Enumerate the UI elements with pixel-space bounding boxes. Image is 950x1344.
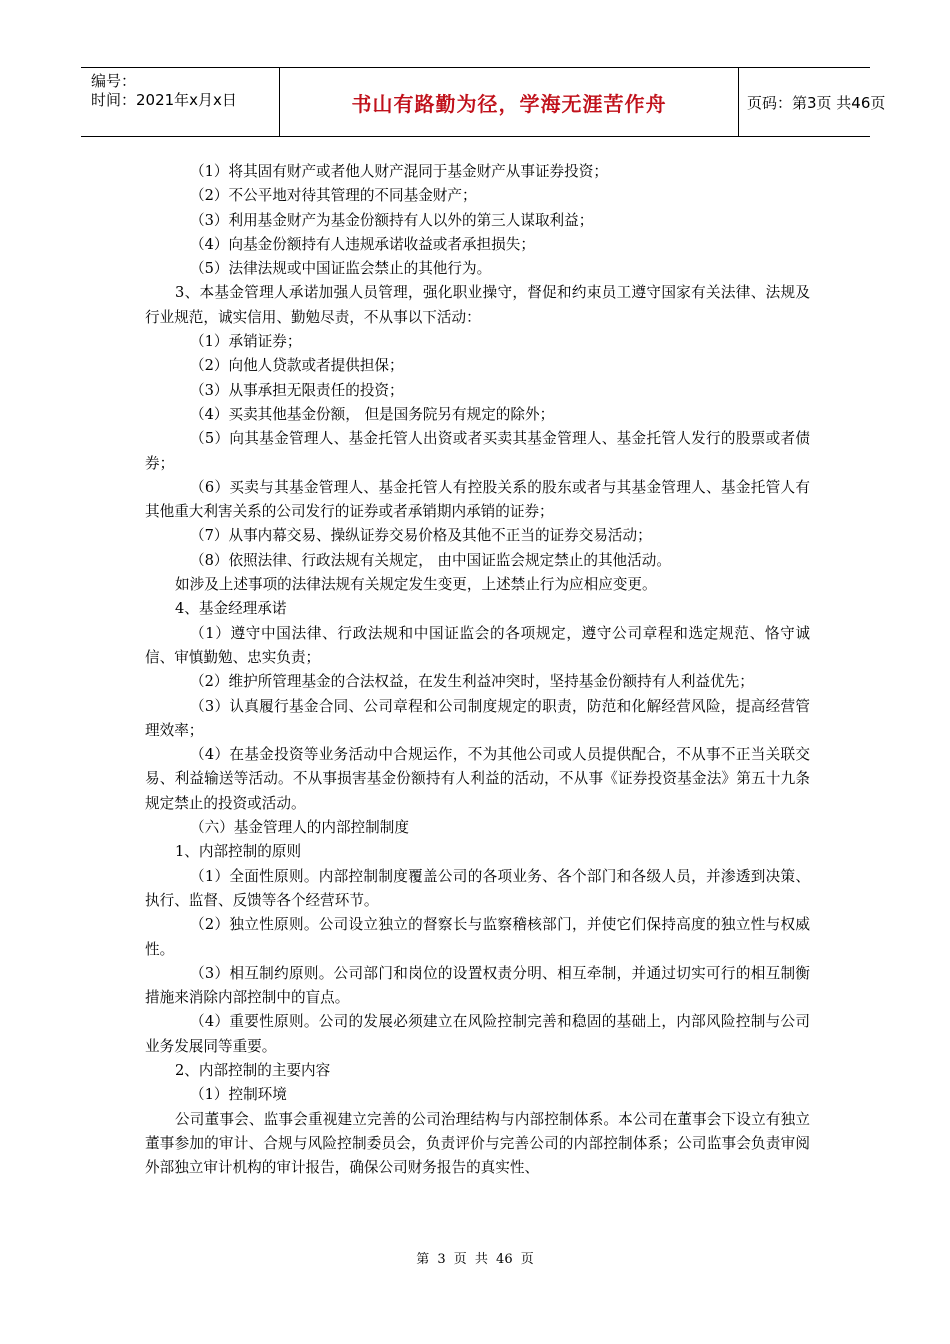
header-page-info: 页码：第3页 共46页 [747, 94, 886, 112]
paragraph: 如涉及上述事项的法律法规有关规定发生变更，上述禁止行为应相应变更。 [175, 576, 657, 594]
header-motto-cell [280, 68, 739, 136]
paragraph: （1）全面性原则。内部控制制度覆盖公司的各项业务、各个部门和各级人员，并渗透到决策、执行、监督、反馈等各个经营环节。 [145, 867, 810, 909]
paragraph: （3）认真履行基金合同、公司章程和公司制度规定的职责，防范和化解经营风险，提高经营管理效率； [145, 697, 810, 739]
document-body [145, 160, 810, 1180]
paragraph: （4）在基金投资等业务活动中合规运作，不为其他公司或人员提供配合，不从事不正当关联交易、利益输送等活动。不从事损害基金份额持有人利益的活动，不从事《证券投资基金法》第五十九条规定禁止的投资或活动。 [145, 746, 810, 812]
paragraph: （2）不公平地对待其管理的不同基金财产； [190, 187, 477, 205]
paragraph: （1）控制环境 [190, 1086, 287, 1104]
paragraph: （7）从事内幕交易、操纵证券交易价格及其他不正当的证券交易活动； [190, 527, 652, 545]
paragraph: （六）基金管理人的内部控制制度 [190, 819, 409, 837]
paragraph: （4）买卖其他基金份额， 但是国务院另有规定的除外； [190, 405, 555, 423]
paragraph: （2）独立性原则。公司设立独立的督察长与监察稽核部门，并使它们保持高度的独立性与权威性。 [145, 916, 810, 958]
header-motto: 书山有路勤为径，学海无涯苦作舟 [351, 92, 667, 116]
paragraph: （1）遵守中国法律、行政法规和中国证监会的各项规定，遵守公司章程和选定规范、恪守诚信、审慎勤勉、忠实负责； [145, 624, 810, 666]
page-footer: 第 3 页 共 46 页 [416, 1252, 534, 1267]
paragraph: （1）将其固有财产或者他人财产混同于基金财产从事证券投资； [190, 163, 608, 180]
paragraph: 4、基金经理承诺 [175, 600, 287, 618]
header-page-cell [739, 68, 886, 136]
paragraph: （5）向其基金管理人、基金托管人出资或者买卖其基金管理人、基金托管人发行的股票或者债券； [145, 430, 810, 472]
document-header [81, 67, 886, 137]
paragraph: 公司董事会、监事会重视建立完善的公司治理结构与内部控制体系。本公司在董事会下设立有独立董事参加的审计、合规与风险控制委员会，负责评价与完善公司的内部控制体系；公司监事会负责审阅外部独立审计机构的审计报告，确保公司财务报告的真实性、 [145, 1110, 810, 1177]
paragraph: （3）从事承担无限责任的投资； [190, 381, 404, 399]
paragraph: （5）法律法规或中国证监会禁止的其他行为。 [190, 260, 492, 278]
paragraph: 2、内部控制的主要内容 [175, 1061, 331, 1079]
paragraph: （1）承销证券； [190, 333, 302, 351]
paragraph: （4）重要性原则。公司的发展必须建立在风险控制完善和稳固的基础上，内部风险控制与公司业务发展同等重要。 [145, 1013, 810, 1055]
paragraph: （2）维护所管理基金的合法权益，在发生利益冲突时，坚持基金份额持有人利益优先； [190, 673, 754, 691]
paragraph: （2）向他人贷款或者提供担保； [190, 357, 404, 375]
paragraph: （4）向基金份额持有人违规承诺收益或者承担损失； [190, 235, 535, 253]
document-date: 时间：2021年x月x日 [91, 91, 237, 109]
paragraph: （3）相互制约原则。公司部门和岗位的设置权责分明、相互牵制，并通过切实可行的相互制衡措施来消除内部控制中的盲点。 [145, 964, 810, 1007]
document-number-label: 编号： [91, 72, 137, 90]
paragraph: 3、本基金管理人承诺加强人员管理，强化职业操守，督促和约束员工遵守国家有关法律、法规及行业规范，诚实信用、勤勉尽责，不从事以下活动： [145, 284, 810, 326]
paragraph: （3）利用基金财产为基金份额持有人以外的第三人谋取利益； [190, 211, 594, 229]
header-meta-cell [81, 68, 280, 136]
paragraph: （6）买卖与其基金管理人、基金托管人有控股关系的股东或者与其基金管理人、基金托管人有其他重大利害关系的公司发行的证券或者承销期内承销的证券； [145, 478, 810, 521]
paragraph: （8）依照法律、行政法规有关规定， 由中国证监会规定禁止的其他活动。 [190, 551, 671, 569]
paragraph: 1、内部控制的原则 [175, 843, 302, 861]
